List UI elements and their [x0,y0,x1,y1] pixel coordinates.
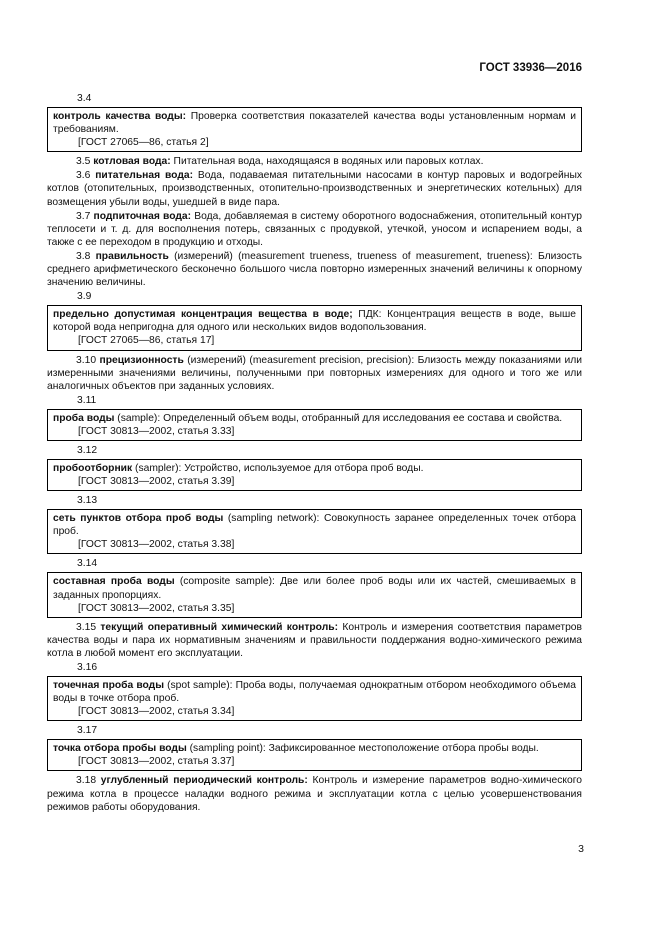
term-source: [ГОСТ 30813—2002, статья 3.37] [78,756,235,768]
term-number: 3.17 [77,725,98,737]
term-name: подпиточная вода: [93,210,192,222]
term-number: 3.16 [77,662,98,673]
term-name: правильность [95,250,169,262]
term-text: (composite sample): Две или более проб воды или их частей, смешиваемых в заданных пропорциях. [53,576,576,601]
term-name: пробоотборник [53,462,133,474]
term-number: 3.13 [77,495,98,507]
term-number: 3.11 [77,394,97,406]
term-paragraph [47,250,582,289]
term-number: 3.7 [76,210,91,222]
term-source: [ГОСТ 30813—2002, статья 3.34] [78,706,235,718]
term-name: проба воды [53,412,115,424]
term-text: Вода, добавляемая в систему оборотного водоснабжения, отопительный контур теплосети и т. д. для восполнения потерь, связанных с продувкой, утечкой, уносом и испарением воды, а также с ее переходом в продукцию и отходы. [47,210,582,248]
term-definition [53,462,576,475]
term-source: [ГОСТ 30813—2002, статья 3.33] [78,425,235,437]
term-text: (spot sample): Проба воды, получаемая однократным отбором необходимого объема воды в точке отбора проб. [53,680,576,705]
term-definition [53,679,576,705]
document-body [47,92,582,815]
term-text: (измерений) (measurement precision, precision): Близость между показаниями или измеренными значениями величины, полученными при повторных измерениях для одного и того же или аналогичных объектов при заданных условиях. [47,354,582,392]
term-name: углубленный периодический контроль: [100,775,308,787]
term-paragraph [47,774,582,813]
term-definition [53,308,576,334]
term-number: 3.8 [76,250,91,262]
term-paragraph [47,155,582,168]
term-number: 3.18 [76,775,97,787]
term-name: текущий оперативный химический контроль: [100,621,339,633]
term-source: [ГОСТ 27065—86, статья 2] [78,137,209,149]
term-source: [ГОСТ 30813—2002, статья 3.35] [78,602,235,614]
term-text: (sampling network): Совокупность заранее определенных точек отбора проб. [53,513,576,538]
term-number: 3.6 [76,170,91,182]
term-text: (измерений) (measurement trueness, trueness of measurement, trueness): Близость среднего арифметического бесконечно большого числа повторно измеренных значений величины к опорному значению величины. [47,250,582,289]
term-definition [53,512,576,538]
term-definition [53,412,576,425]
term-name: точка отбора пробы воды [53,743,187,755]
quoted-term-box [47,305,582,350]
term-name: контроль качества воды: [53,111,187,122]
term-definition [53,110,576,136]
quoted-term-box [47,459,582,491]
quoted-term-box [47,509,582,554]
term-paragraph [47,621,582,660]
term-number: 3.4 [77,93,92,104]
quoted-term-box [47,107,582,152]
term-number: 3.10 [76,354,97,366]
quoted-term-box [47,572,582,617]
term-text: Вода, подаваемая питательными насосами в контур паровых и водогрейных котлов (отопительных, производственных, отопительно-производственных и энергетических котельных) для возмещения убыли воды, ушедшей в виде пара. [47,170,582,208]
term-text: Контроль и измерения соответствия параметров качества воды и пара их нормативным значениям и правильности поддержания водно-химического режима котла в любой момент его эксплуатации. [47,621,582,659]
term-number: 3.14 [77,558,98,570]
term-number: 3.9 [77,291,92,303]
term-definition [53,575,576,601]
term-name: предельно допустимая концентрация вещества в воде; [53,309,353,321]
term-definition [53,742,576,755]
term-number: 3.12 [77,444,98,456]
quoted-term-box [47,409,582,441]
term-number: 3.15 [76,621,97,633]
quoted-term-box [47,739,582,771]
term-text: (sampler): Устройство, используемое для отбора проб воды. [132,462,424,474]
term-name: точечная проба воды [53,680,165,691]
term-paragraph [47,169,582,208]
term-name: сеть пунктов отбора проб воды [53,513,224,525]
term-name: составная проба воды [53,576,175,588]
term-name: котловая вода: [93,156,171,168]
term-source: [ГОСТ 30813—2002, статья 3.38] [78,539,235,551]
term-text: Питательная вода, находящаяся в водяных или паровых котлах. [170,156,484,168]
term-text: (sampling point): Зафиксированное местоположение отбора пробы воды. [186,743,539,755]
term-paragraph [47,210,582,249]
page-number: 3 [578,843,584,855]
document-number: ГОСТ 33936—2016 [479,62,582,74]
term-source: [ГОСТ 30813—2002, статья 3.39] [78,476,235,488]
term-paragraph [47,354,582,393]
term-number: 3.5 [76,156,91,168]
quoted-term-box [47,676,582,721]
term-text: (sample): Определенный объем воды, отобранный для исследования ее состава и свойства. [114,412,563,424]
term-name: прецизионность [99,354,184,366]
term-text: Проверка соответствия показателей качества воды установленным нормам и требованиям. [53,111,576,136]
term-name: питательная вода: [95,170,194,182]
term-source: [ГОСТ 27065—86, статья 17] [78,335,215,347]
term-text: ПДК: Концентрация веществ в воде, выше которой вода непригодна для одного или нескольких видов водопользования. [53,309,576,334]
term-text: Контроль и измерение параметров водно-химического режима котла в процессе наладки водного режима и эксплуатации котла с целью усовершенствования режимов работы оборудования. [47,775,582,813]
